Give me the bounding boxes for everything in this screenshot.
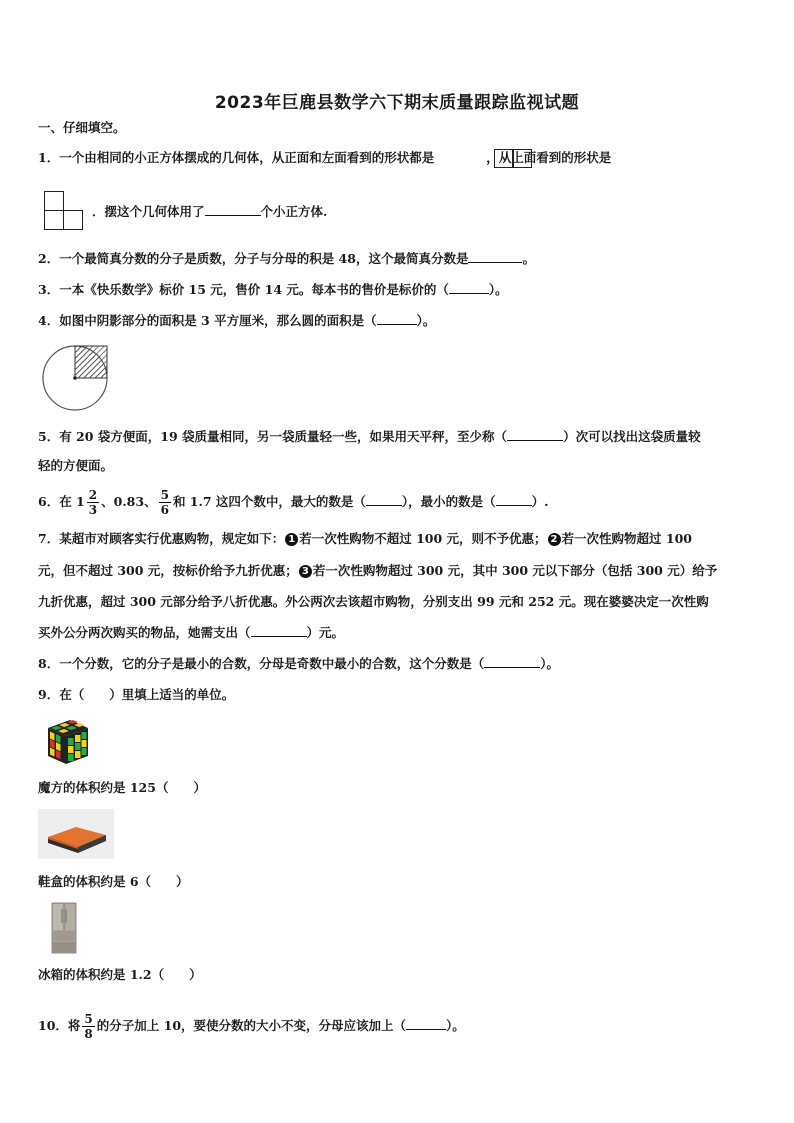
question-3 [38,279,508,300]
question-7-line-1 [38,529,692,549]
question-4 [38,310,435,331]
question-number: 7． [38,531,60,546]
question-text: ），最小的数是（ [401,494,496,509]
question-text: 有 20 袋方便面，19 袋质量相同，另一袋质量轻一些，如果用天平秤，至少称（ [59,429,508,444]
question-2 [38,248,535,269]
question-text: 某超市对顾客实行优惠购物，规定如下： [59,531,285,546]
answer-blank[interactable] [251,622,307,637]
question-number: 2． [38,251,60,266]
fraction-numerator: 2 [88,488,98,502]
top-view-figure [44,191,86,231]
circled-number: 2 [548,533,561,546]
question-1-line-2 [92,201,327,222]
question-text: 在 1 [59,494,85,509]
question-text: 如图中阴影部分的面积是 3 平方厘米，那么圆的面积是（ [59,313,377,328]
question-number: 10． [38,1018,68,1033]
section-heading: 一、仔细填空。 [38,120,126,135]
fraction-numerator: 5 [84,1012,93,1026]
question-7-line-2 [38,561,717,581]
question-text: ）。 [488,282,508,297]
mixed-fraction [87,488,99,517]
fraction [159,488,171,517]
fraction-numerator: 5 [160,488,169,502]
question-text: 。 [522,251,535,266]
question-text: ）。 [540,656,559,671]
center-point [73,376,77,380]
question-8 [38,653,559,674]
answer-blank[interactable] [406,1015,446,1030]
question-text: 和 1.7 这四个数中，最大的数是（ [172,494,366,509]
question-text: 若一次性购物不超过 100 元，则不予优惠； [299,531,547,546]
question-text: 若一次性购物超过 100 [561,531,692,546]
answer-blank[interactable] [507,426,563,441]
question-7-line-3: 九折优惠，超过 300 元部分给予八折优惠。外公两次去该超市购物，分别支出 99 元和 252 元。现在婆婆决定一次性购 [38,594,709,609]
rubiks-cube-image [42,718,92,766]
circled-number: 3 [299,565,312,578]
circled-number: 1 [285,533,298,546]
shoe-box-image [38,809,114,859]
question-9 [38,685,234,705]
answer-blank[interactable] [205,201,261,216]
question-text: 一个由相同的小正方体摆成的几何体，从正面和左面看到的形状都是 [59,150,435,165]
question-6 [38,488,549,517]
answer-blank[interactable] [468,248,522,263]
shoe-box-caption: 鞋盒的体积约是 6（ ） [38,874,189,889]
circle-figure [40,342,114,412]
question-text: ）。 [416,313,436,328]
question-text: 买外公分两次购买的物品，她需支出（ [38,625,251,640]
page-title: 2023年巨鹿县数学六下期末质量跟踪监视试题 [214,93,580,113]
question-5-line-1 [38,426,701,447]
shaded-square [75,346,107,378]
question-7-line-4 [38,622,344,643]
question-number: 6． [38,494,60,509]
question-10 [38,1012,465,1041]
question-number: 4． [38,313,60,328]
fraction-denominator: 8 [84,1027,93,1041]
fraction-denominator: 3 [88,503,98,517]
answer-blank[interactable] [366,491,402,506]
question-text: 在（ ）里填上适当的单位。 [59,687,235,702]
question-text: ）次可以找出这袋质量较 [563,429,701,444]
question-text: 、0.83、 [101,494,157,509]
answer-blank[interactable] [377,310,417,325]
question-text: 元，但不超过 300 元，按标价给予九折优惠； [38,563,298,578]
question-text: 一本《快乐数学》标价 15 元，售价 14 元。每本书的售价是标价的（ [59,282,449,297]
refrigerator-image [46,901,82,957]
question-text: ．摆这个几何体用了 [92,204,205,219]
front-view-figure [494,149,534,169]
question-5-line-2: 轻的方便面。 [38,458,114,473]
answer-blank[interactable] [496,491,532,506]
question-text: ）。 [446,1018,465,1033]
question-number: 8． [38,656,60,671]
question-text: 一个最简真分数的分子是质数，分子与分母的积是 48，这个最简真分数是 [59,251,469,266]
answer-blank[interactable] [449,279,489,294]
answer-blank[interactable] [484,653,540,668]
question-number: 1． [38,150,60,165]
fraction-denominator: 6 [160,503,169,517]
question-text: ，从上面看到的形状是 [486,150,612,165]
question-text: 若一次性购物超过 300 元，其中 300 元以下部分（包括 300 元）给予 [312,563,718,578]
question-number: 9． [38,687,60,702]
question-number: 3． [38,282,60,297]
question-text: ）元。 [306,625,345,640]
refrigerator-caption: 冰箱的体积约是 1.2（ ） [38,967,202,982]
question-text: 的分子加上 10，要使分数的大小不变，分母应该加上（ [96,1018,407,1033]
fraction [82,1012,94,1041]
question-number: 5． [38,429,60,444]
question-text: 将 [67,1018,81,1033]
rubiks-cube-caption: 魔方的体积约是 125（ ） [38,780,206,795]
question-text: 一个分数，它的分子是最小的合数，分母是奇数中最小的合数，这个分数是（ [59,656,485,671]
question-text: ）. [531,494,549,509]
question-text: 个小正方体. [260,204,328,219]
